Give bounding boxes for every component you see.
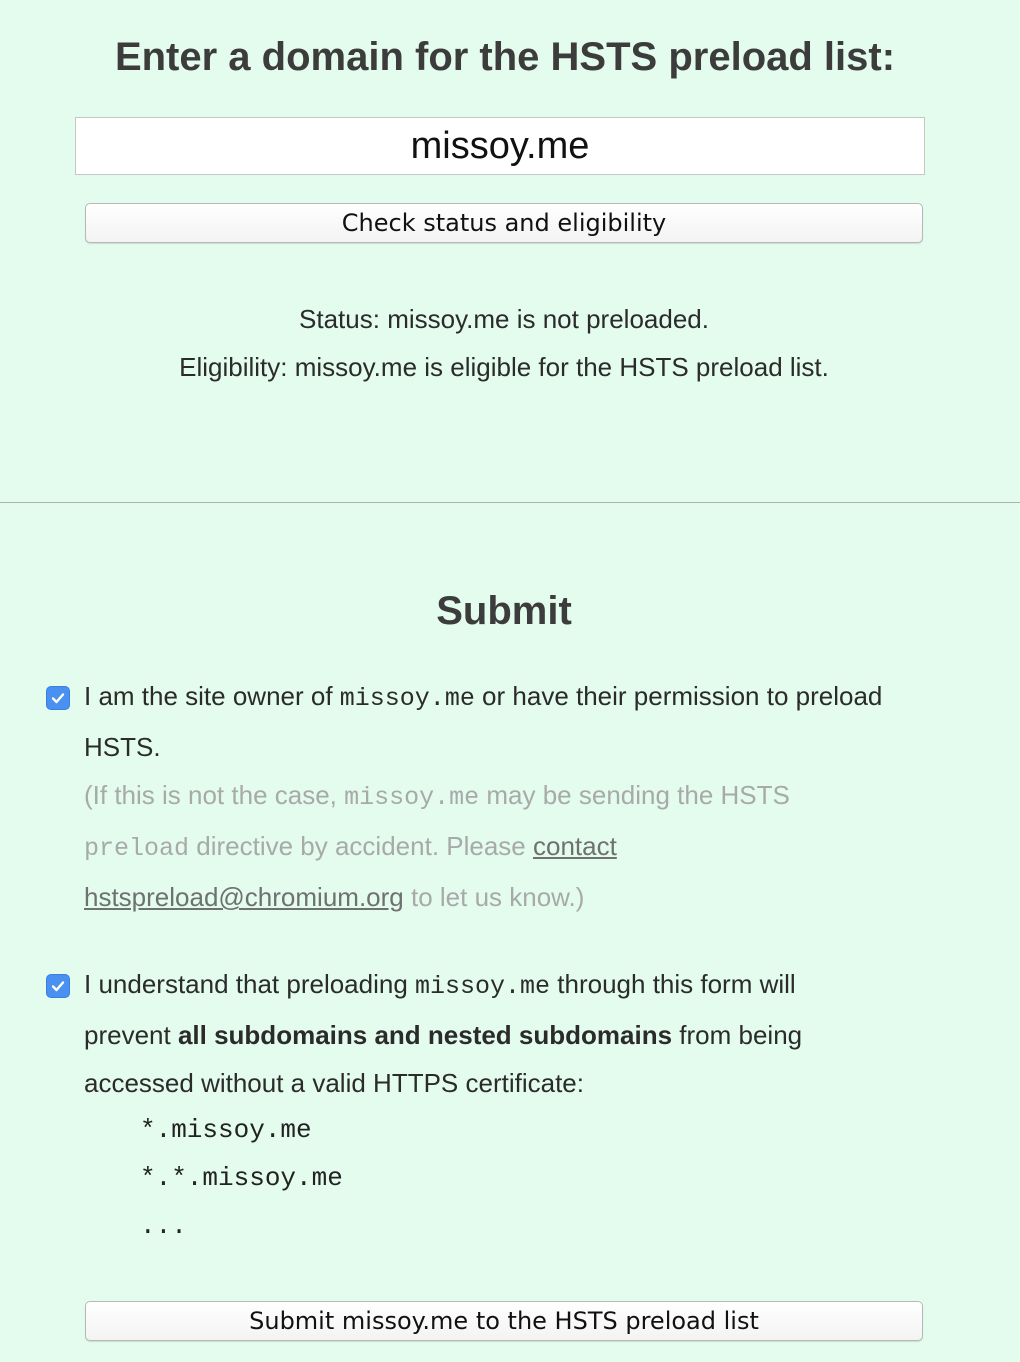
note-after: directive by accident. Please (189, 831, 533, 861)
owner-note (84, 780, 790, 912)
sub-bold-text: all subdomains and nested subdomains (177, 1020, 673, 1050)
submit-button[interactable]: Submit missoy.me to the HSTS preload list (85, 1301, 923, 1341)
domain-input[interactable] (75, 117, 925, 175)
check-status-button[interactable]: Check status and eligibility (85, 203, 923, 243)
checkmark-icon (50, 690, 66, 706)
owner-text-after: or have their permission to preload HSTS. (84, 681, 883, 762)
note-domain: missoy.me (344, 783, 480, 812)
checkmark-icon (50, 978, 66, 994)
note-end: to let us know.) (403, 882, 585, 912)
sub-text-after: from being accessed without a valid HTTPS certificate: (84, 1020, 803, 1098)
page-title: Enter a domain for the HSTS preload list: (114, 35, 896, 79)
owner-statement (84, 672, 884, 921)
note-directive: preload (84, 834, 190, 863)
section-divider (0, 502, 1020, 503)
contact-link[interactable]: contact hstspreload@chromium.org (84, 831, 617, 912)
sub-text-mid: through this form will prevent (84, 969, 796, 1050)
status-text: Status: missoy.me is not preloaded. (299, 304, 709, 334)
sub-text-before: I understand that preloading (84, 969, 416, 999)
note-before: (If this is not the case, (84, 780, 345, 810)
status-block (0, 295, 1008, 391)
subdomain-statement (84, 960, 884, 1107)
owner-domain: missoy.me (339, 684, 475, 713)
note-mid: may be sending the HSTS (479, 780, 790, 810)
subdomain-example: *.missoy.me (140, 1115, 312, 1145)
owner-text-before: I am the site owner of (84, 681, 340, 711)
subdomain-example: ... (140, 1211, 187, 1241)
subdomain-examples (140, 1106, 343, 1250)
submit-section-title: Submit (436, 589, 572, 633)
subdomain-example: *.*.missoy.me (140, 1163, 343, 1193)
eligibility-text: Eligibility: missoy.me is eligible for the HSTS preload list. (179, 352, 829, 382)
subdomain-checkbox[interactable] (46, 974, 70, 998)
sub-domain: missoy.me (415, 972, 551, 1001)
owner-checkbox[interactable] (46, 686, 70, 710)
